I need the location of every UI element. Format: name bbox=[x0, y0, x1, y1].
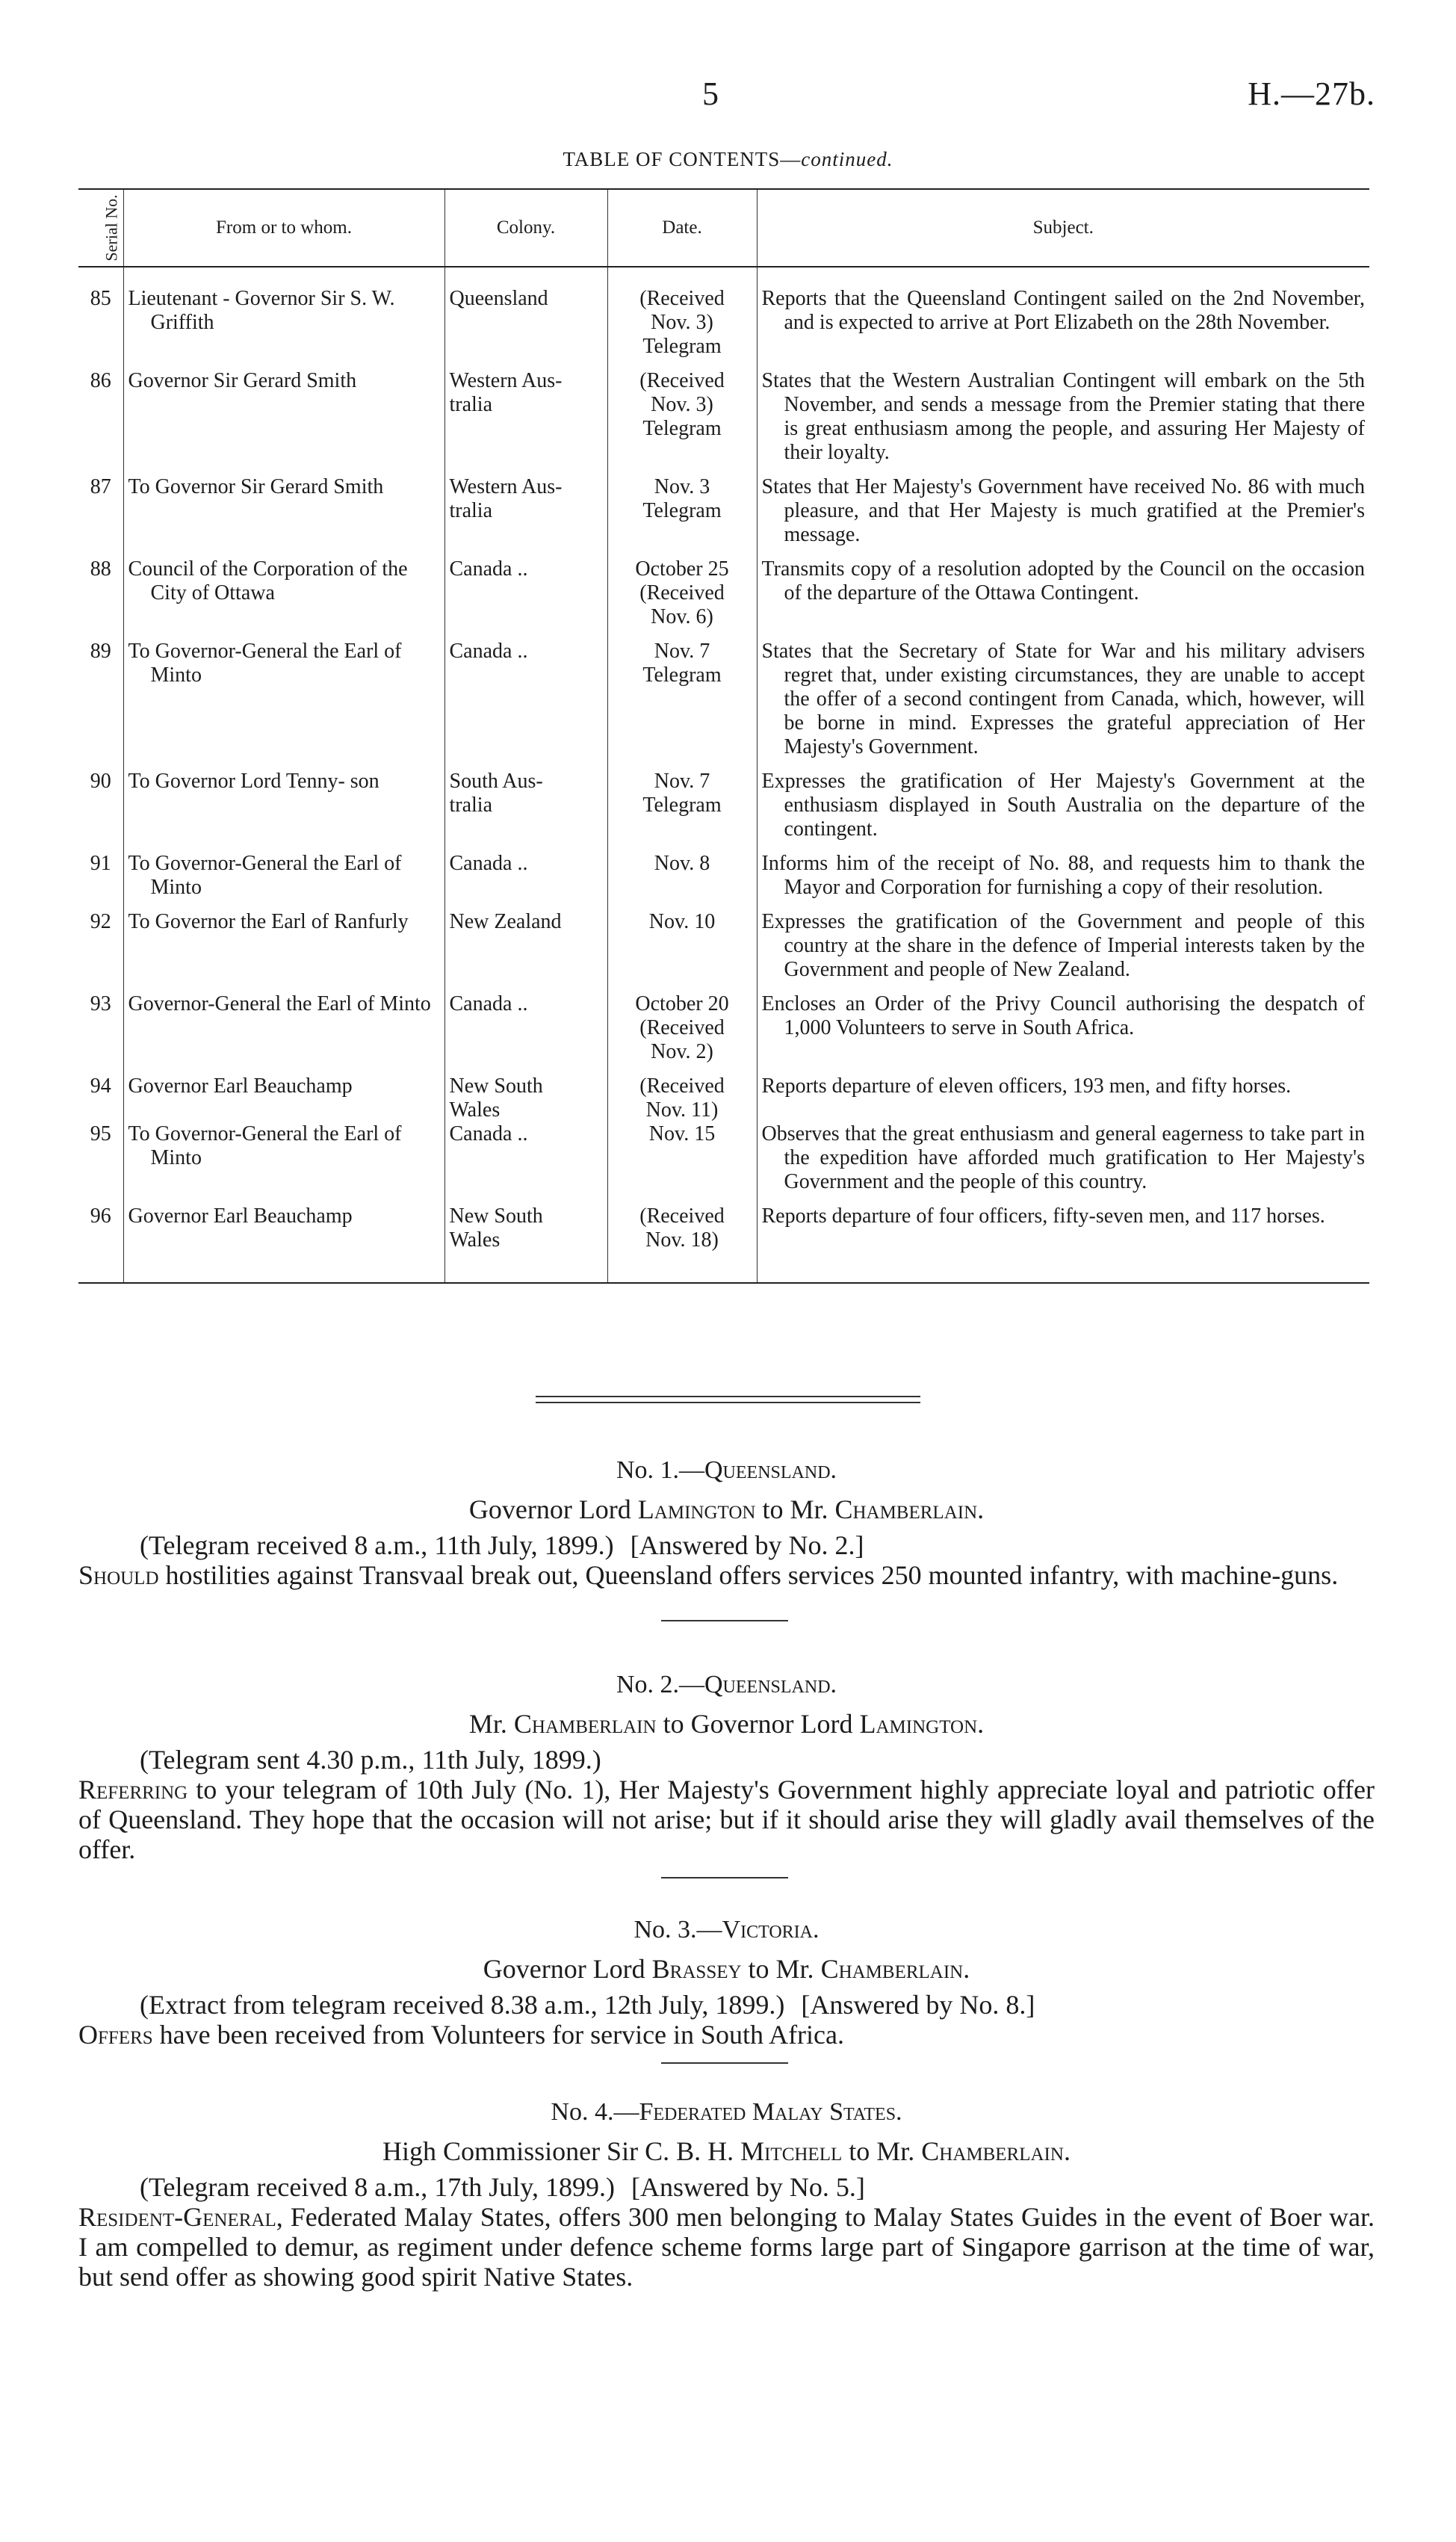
table-row bbox=[78, 852, 1369, 910]
cell-subject: Expresses the gratification of Her Majesty's Government at the enthusiasm displayed in South Australia on the departure of the contingent. bbox=[757, 770, 1369, 852]
cell-date: Nov. 8 bbox=[607, 852, 757, 910]
table-row bbox=[78, 640, 1369, 770]
section-divider bbox=[536, 1396, 920, 1403]
telegram-info: (Telegram received 8 a.m., 17th July, 1899.) [Answered by No. 5.] bbox=[140, 2172, 865, 2202]
cell-subject: States that Her Majesty's Government have received No. 86 with much pleasure, and that Her Majesty is much gratified at the Premier's message. bbox=[757, 475, 1369, 557]
cell-colony: Canada .. bbox=[444, 852, 607, 910]
document-separator bbox=[661, 1620, 788, 1621]
toc-title-suffix: continued. bbox=[801, 148, 893, 170]
column-header-serial: Serial No. bbox=[78, 189, 123, 267]
table-row bbox=[78, 1204, 1369, 1283]
table-row bbox=[78, 369, 1369, 475]
cell-subject: Reports that the Queensland Contingent sailed on the 2nd November, and is expected to arrive at Port Elizabeth on the 28th November. bbox=[757, 267, 1369, 369]
cell-from: To Governor-General the Earl of Minto bbox=[123, 852, 444, 910]
cell-subject: Reports departure of four officers, fifty-seven men, and 117 horses. bbox=[757, 1204, 1369, 1283]
telegram-info: (Extract from telegram received 8.38 a.m., 12th July, 1899.) [Answered by No. 8.] bbox=[140, 1990, 1035, 2020]
table-row bbox=[78, 992, 1369, 1074]
document-body: Resident-General, Federated Malay States, offers 300 men belonging to Malay States Guides in the event of Boer war. I am compelled to demur, as regiment under defence scheme forms large part of Singapore garrison at the time of war, but send offer as showing good spirit Native States. bbox=[78, 2202, 1375, 2292]
document-correspondents: Governor Lord Lamington to Mr. Chamberlain. bbox=[468, 1494, 985, 1524]
cell-from: Governor Sir Gerard Smith bbox=[123, 369, 444, 475]
cell-serial: 93 bbox=[90, 992, 111, 1015]
cell-date: October 20 (Received Nov. 2) bbox=[607, 992, 757, 1074]
correspondence-document bbox=[78, 1915, 1375, 2050]
cell-serial: 92 bbox=[90, 910, 111, 933]
document-body: Offers have been received from Volunteers for service in South Africa. bbox=[78, 2020, 845, 2050]
cell-serial: 94 bbox=[90, 1074, 111, 1098]
column-header-colony: Colony. bbox=[444, 189, 607, 267]
cell-subject: Encloses an Order of the Privy Council authorising the despatch of 1,000 Volunteers to serve in South Africa. bbox=[757, 992, 1369, 1074]
cell-colony: Queensland bbox=[444, 267, 607, 369]
cell-colony: Western Aus- tralia bbox=[444, 369, 607, 475]
correspondence-document bbox=[78, 1670, 1375, 1864]
cell-serial: 89 bbox=[90, 640, 111, 663]
cell-colony: New South Wales bbox=[444, 1204, 607, 1283]
table-row bbox=[78, 1122, 1369, 1204]
cell-serial: 96 bbox=[90, 1204, 111, 1228]
cell-from: To Governor-General the Earl of Minto bbox=[123, 640, 444, 770]
document-heading: No. 2.—Queensland. bbox=[616, 1671, 837, 1698]
table-row bbox=[78, 770, 1369, 852]
document-heading: No. 4.—Federated Malay States. bbox=[551, 2098, 902, 2126]
table-row bbox=[78, 475, 1369, 557]
cell-subject: Transmits copy of a resolution adopted by the Council on the occasion of the departure of the Ottawa Contingent. bbox=[757, 557, 1369, 640]
cell-date: Nov. 7 Telegram bbox=[607, 640, 757, 770]
document-correspondents: Governor Lord Brassey to Mr. Chamberlain. bbox=[483, 1954, 970, 1984]
document-body: Referring to your telegram of 10th July (No. 1), Her Majesty's Government highly appreciate loyal and patriotic offer of Queensland. They hope that the occasion will not arise; but if it should arise they will gladly avail themselves of the offer. bbox=[78, 1775, 1375, 1864]
document-reference: H.—27b. bbox=[1248, 75, 1375, 112]
cell-date: Nov. 3 Telegram bbox=[607, 475, 757, 557]
telegram-info: (Telegram sent 4.30 p.m., 11th July, 1899.) bbox=[140, 1745, 601, 1775]
correspondence-document bbox=[78, 2097, 1375, 2292]
correspondence-document bbox=[78, 1456, 1375, 1590]
cell-date: Nov. 10 bbox=[607, 910, 757, 992]
cell-colony: New South Wales bbox=[444, 1074, 607, 1122]
cell-date: Nov. 15 bbox=[607, 1122, 757, 1204]
column-header-from: From or to whom. bbox=[123, 189, 444, 267]
cell-colony: New Zealand bbox=[444, 910, 607, 992]
cell-date: (Received Nov. 3) Telegram bbox=[607, 267, 757, 369]
cell-subject: Informs him of the receipt of No. 88, and requests him to thank the Mayor and Corporation for furnishing a copy of their resolution. bbox=[757, 852, 1369, 910]
cell-colony: Canada .. bbox=[444, 992, 607, 1074]
cell-serial: 87 bbox=[90, 475, 111, 498]
cell-subject: Expresses the gratification of the Government and people of this country at the share in the defence of Imperial interests taken by the Government and people of New Zealand. bbox=[757, 910, 1369, 992]
cell-from: To Governor the Earl of Ranfurly bbox=[123, 910, 444, 992]
answered-by: [Answered by No. 5.] bbox=[631, 2172, 865, 2202]
document-correspondents: High Commissioner Sir C. B. H. Mitchell to Mr. Chamberlain. bbox=[382, 2136, 1071, 2166]
cell-colony: Canada .. bbox=[444, 640, 607, 770]
cell-date: (Received Nov. 3) Telegram bbox=[607, 369, 757, 475]
table-row bbox=[78, 557, 1369, 640]
table-row bbox=[78, 910, 1369, 992]
page-number: 5 bbox=[702, 75, 719, 112]
cell-colony: Western Aus- tralia bbox=[444, 475, 607, 557]
cell-date: (Received Nov. 18) bbox=[607, 1204, 757, 1283]
cell-colony: Canada .. bbox=[444, 1122, 607, 1204]
document-heading: No. 3.—Victoria. bbox=[633, 1916, 820, 1943]
table-of-contents bbox=[78, 188, 1369, 1284]
cell-from: Lieutenant - Governor Sir S. W. Griffith bbox=[123, 267, 444, 369]
cell-serial: 85 bbox=[90, 287, 111, 310]
table-row bbox=[78, 267, 1369, 369]
toc-title bbox=[0, 148, 1456, 171]
cell-date: October 25 (Received Nov. 6) bbox=[607, 557, 757, 640]
cell-subject: Observes that the great enthusiasm and general eagerness to take part in the expedition have afforded much gratification to Her Majesty's Government and the people of this country. bbox=[757, 1122, 1369, 1204]
document-separator bbox=[661, 2062, 788, 2064]
cell-colony: South Aus- tralia bbox=[444, 770, 607, 852]
document-separator bbox=[661, 1877, 788, 1878]
column-header-date: Date. bbox=[607, 189, 757, 267]
toc-header-row bbox=[78, 189, 1369, 267]
document-correspondents: Mr. Chamberlain to Governor Lord Lamington. bbox=[468, 1709, 985, 1739]
cell-date: Nov. 7 Telegram bbox=[607, 770, 757, 852]
cell-serial: 90 bbox=[90, 770, 111, 793]
cell-subject: Reports departure of eleven officers, 193 men, and fifty horses. bbox=[757, 1074, 1369, 1122]
cell-from: To Governor Lord Tenny- son bbox=[123, 770, 444, 852]
answered-by: [Answered by No. 2.] bbox=[630, 1530, 864, 1560]
cell-from: To Governor-General the Earl of Minto bbox=[123, 1122, 444, 1204]
toc-title-text: TABLE OF CONTENTS— bbox=[563, 148, 802, 170]
cell-serial: 95 bbox=[90, 1122, 111, 1145]
cell-from: Governor Earl Beauchamp bbox=[123, 1074, 444, 1122]
cell-colony: Canada .. bbox=[444, 557, 607, 640]
cell-date: (Received Nov. 11) bbox=[607, 1074, 757, 1122]
cell-serial: 86 bbox=[90, 369, 111, 392]
document-body: Should hostilities against Transvaal break out, Queensland offers services 250 mounted infantry, with machine-guns. bbox=[78, 1560, 1339, 1590]
cell-from: To Governor Sir Gerard Smith bbox=[123, 475, 444, 557]
cell-serial: 91 bbox=[90, 852, 111, 875]
cell-from: Governor Earl Beauchamp bbox=[123, 1204, 444, 1283]
answered-by: [Answered by No. 8.] bbox=[801, 1990, 1035, 2020]
cell-subject: States that the Western Australian Contingent will embark on the 5th November, and sends a message from the Premier stating that there is great enthusiasm among the people, and assuring Her Majesty of their loyalty. bbox=[757, 369, 1369, 475]
cell-subject: States that the Secretary of State for War and his military advisers regret that, under existing circumstances, they are unable to accept the offer of a second contingent from Canada, which, however, will be borne in mind. Expresses the grateful appreciation of Her Majesty's Government. bbox=[757, 640, 1369, 770]
column-header-subject: Subject. bbox=[757, 189, 1369, 267]
table-row bbox=[78, 1074, 1369, 1122]
cell-from: Governor-General the Earl of Minto bbox=[123, 992, 444, 1074]
document-heading: No. 1.—Queensland. bbox=[616, 1456, 837, 1484]
cell-from: Council of the Corporation of the City of Ottawa bbox=[123, 557, 444, 640]
cell-serial: 88 bbox=[90, 557, 111, 581]
telegram-info: (Telegram received 8 a.m., 11th July, 1899.) [Answered by No. 2.] bbox=[140, 1530, 864, 1560]
